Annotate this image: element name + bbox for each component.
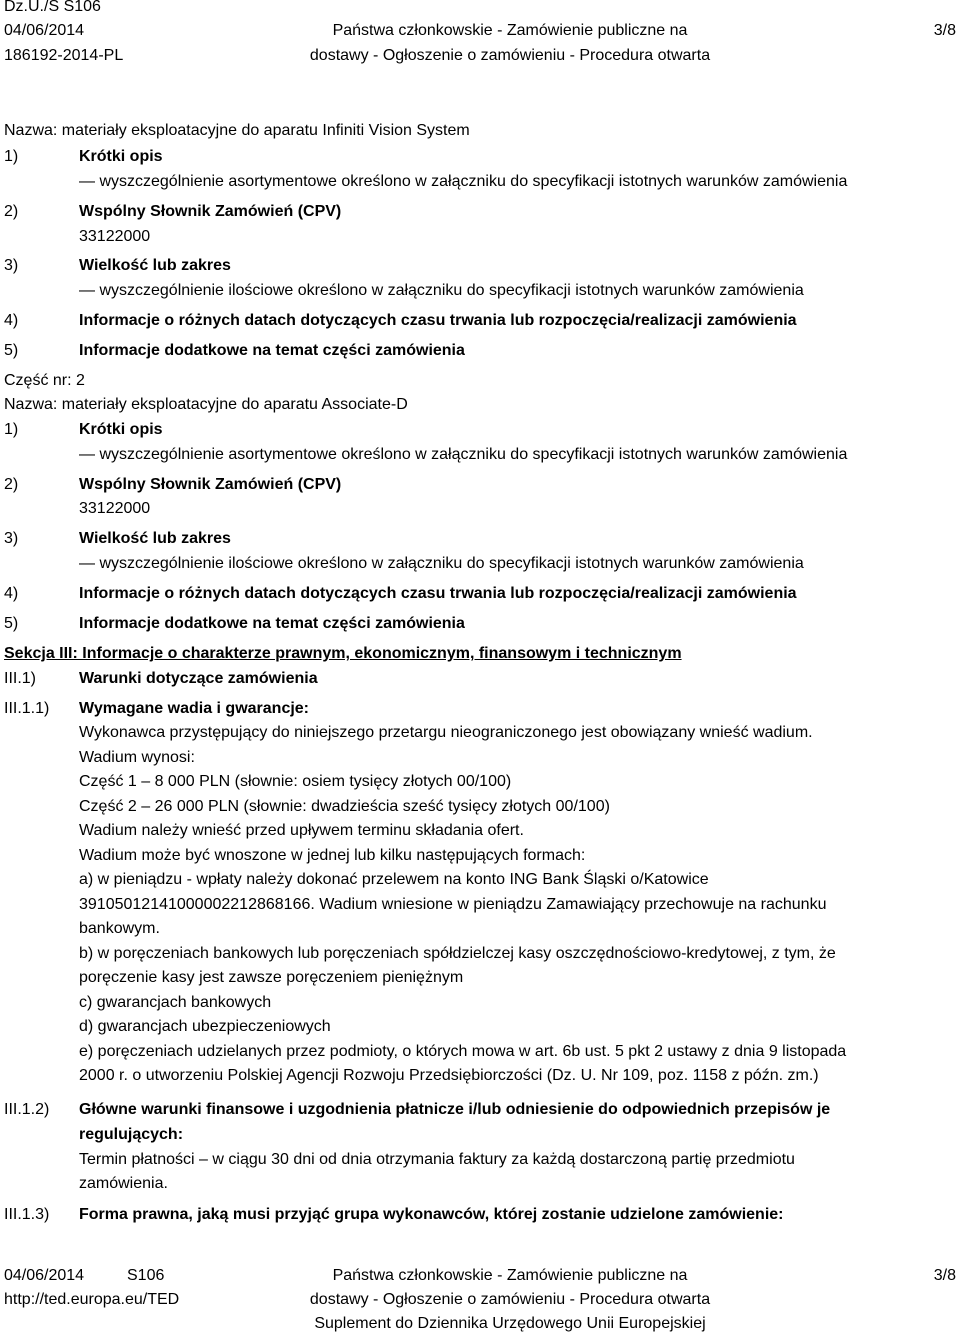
- section3-1-1-label: Wymagane wadia i gwarancje:: [79, 700, 310, 717]
- guarantee-line: Część 2 – 26 000 PLN (słownie: dwadzieścia sześć tysięcy złotych 00/100): [79, 797, 610, 815]
- part1-item3-label: Wielkość lub zakres: [79, 257, 231, 274]
- footer-title-line3: Suplement do Dziennika Urzędowego Unii Europejskiej: [314, 1315, 706, 1332]
- part1-item5-label: Informacje dodatkowe na temat części zamówienia: [79, 342, 465, 359]
- section3-title: Sekcja III: Informacje o charakterze prawnym, ekonomicznym, finansowym i technicznym: [4, 645, 682, 662]
- section3-1-1-body: [79, 721, 846, 1089]
- part2-item2-num: 2): [4, 476, 19, 493]
- guarantee-line: Wadium należy wnieść przed upływem terminu składania ofert.: [79, 822, 524, 839]
- part1-item4-num: 4): [4, 312, 19, 329]
- part1-item1-num: 1): [4, 148, 19, 165]
- guarantee-line: Wadium wynosi:: [79, 748, 195, 766]
- footer-page-number: 3/8: [933, 1267, 956, 1284]
- section3-1-3-label: Forma prawna, jaką musi przyjąć grupa wykonawców, której zostanie udzielone zamówienie:: [79, 1206, 784, 1223]
- part2-item4-num: 4): [4, 585, 19, 602]
- guarantee-line: 2000 r. o utworzeniu Polskiej Agencji Rozwoju Przedsiębiorczości (Dz. U. Nr 109, poz. 1158 z późn. zm.): [79, 1067, 819, 1084]
- part2-cpv-code: 33122000: [79, 500, 151, 517]
- part2-item5-label: Informacje dodatkowe na temat części zamówienia: [79, 615, 465, 632]
- part1-item1-label: Krótki opis: [79, 148, 163, 165]
- header-doc-id: 186192-2014-PL: [4, 47, 124, 64]
- guarantee-line: Część 1 – 8 000 PLN (słownie: osiem tysięcy złotych 00/100): [79, 773, 512, 790]
- section3-1-1-num: III.1.1): [4, 700, 50, 717]
- footer-title-line2: dostawy - Ogłoszenie o zamówieniu - Procedura otwarta: [309, 1291, 711, 1308]
- part2-item3-text: — wyszczególnienie ilościowe określono w załączniku do specyfikacji istotnych warunków zamówienia: [79, 555, 804, 572]
- part1-item2-label: Wspólny Słownik Zamówień (CPV): [79, 203, 342, 220]
- guarantee-line: e) poręczeniach udzielanych przez podmioty, o których mowa w art. 6b ust. 5 pkt 2 ustawy z dnia 9 listopada: [79, 1042, 847, 1060]
- footer-issue: S106: [127, 1267, 165, 1284]
- part2-name: Nazwa: materiały eksploatacyjne do aparatu Associate-D: [4, 396, 408, 413]
- part1-item5-num: 5): [4, 342, 19, 359]
- header-page-number: 3/8: [933, 22, 956, 39]
- footer-date: 04/06/2014: [4, 1267, 85, 1284]
- guarantee-line: Wadium może być wnoszone w jednej lub kilku następujących formach:: [79, 846, 586, 864]
- footer-title-line1: Państwa członkowskie - Zamówienie publiczne na: [332, 1267, 688, 1284]
- guarantee-line: b) w poręczeniach bankowych lub poręczeniach spółdzielczej kasy oszczędnościowo-kredytowej, z tym, że: [79, 944, 836, 962]
- section3-1-2-label-line2: regulujących:: [79, 1126, 184, 1143]
- header-title-line2: dostawy - Ogłoszenie o zamówieniu - Procedura otwarta: [309, 47, 711, 64]
- part1-item1-text: — wyszczególnienie asortymentowe określono w załączniku do specyfikacji istotnych warunków zamówienia: [79, 173, 848, 190]
- part1-item4-label: Informacje o różnych datach dotyczących czasu trwania lub rozpoczęcia/realizacji zamówienia: [79, 312, 797, 329]
- guarantee-line: d) gwarancjach ubezpieczeniowych: [79, 1018, 331, 1035]
- part2-item1-num: 1): [4, 421, 19, 438]
- section3-1-2-num: III.1.2): [4, 1101, 50, 1118]
- guarantee-line: a) w pieniądzu - wpłaty należy dokonać przelewem na konto ING Bank Śląski o/Katowice: [79, 871, 709, 888]
- section3-1-3-num: III.1.3): [4, 1206, 50, 1223]
- part2-item4-label: Informacje o różnych datach dotyczących czasu trwania lub rozpoczęcia/realizacji zamówienia: [79, 585, 797, 602]
- part2-item1-text: — wyszczególnienie asortymentowe określono w załączniku do specyfikacji istotnych warunków zamówienia: [79, 446, 848, 463]
- section3-1-2-text-line2: zamówienia.: [79, 1175, 168, 1192]
- part1-cpv-code: 33122000: [79, 228, 151, 245]
- journal-ref: Dz.U./S S106: [4, 0, 101, 15]
- part2-number: Część nr: 2: [4, 372, 85, 389]
- part1-item2-num: 2): [4, 203, 19, 220]
- header-title-line1: Państwa członkowskie - Zamówienie publiczne na: [332, 22, 688, 39]
- guarantee-line: poręczenie kasy jest zawsze poręczeniem pieniężnym: [79, 969, 464, 986]
- part2-item3-num: 3): [4, 530, 19, 547]
- section3-1-label: Warunki dotyczące zamówienia: [79, 670, 318, 687]
- part2-item3-label: Wielkość lub zakres: [79, 530, 231, 547]
- guarantee-line: c) gwarancjach bankowych: [79, 993, 272, 1011]
- section3-1-2-text-line1: Termin płatności – w ciągu 30 dni od dnia otrzymania faktury za każdą dostarczoną partię przedmiotu: [79, 1151, 795, 1168]
- part2-item1-label: Krótki opis: [79, 421, 163, 438]
- part1-item3-num: 3): [4, 257, 19, 274]
- header-date: 04/06/2014: [4, 22, 85, 39]
- section3-1-num: III.1): [4, 670, 37, 687]
- part1-name: Nazwa: materiały eksploatacyjne do aparatu Infiniti Vision System: [4, 122, 470, 139]
- section3-1-2-label-line1: Główne warunki finansowe i uzgodnienia płatnicze i/lub odniesienie do odpowiednich przepisów je: [79, 1101, 831, 1118]
- guarantee-line: Wykonawca przystępujący do niniejszego przetargu nieograniczonego jest obowiązany wnieść wadium.: [79, 724, 813, 741]
- part2-item2-label: Wspólny Słownik Zamówień (CPV): [79, 476, 342, 493]
- part1-item3-text: — wyszczególnienie ilościowe określono w załączniku do specyfikacji istotnych warunków zamówienia: [79, 282, 804, 299]
- guarantee-line: bankowym.: [79, 920, 160, 937]
- guarantee-line: 39105012141000002212868166. Wadium wniesione w pieniądzu Zamawiający przechowuje na rachunku: [79, 895, 827, 913]
- footer-url[interactable]: http://ted.europa.eu/TED: [4, 1291, 180, 1308]
- part2-item5-num: 5): [4, 615, 19, 632]
